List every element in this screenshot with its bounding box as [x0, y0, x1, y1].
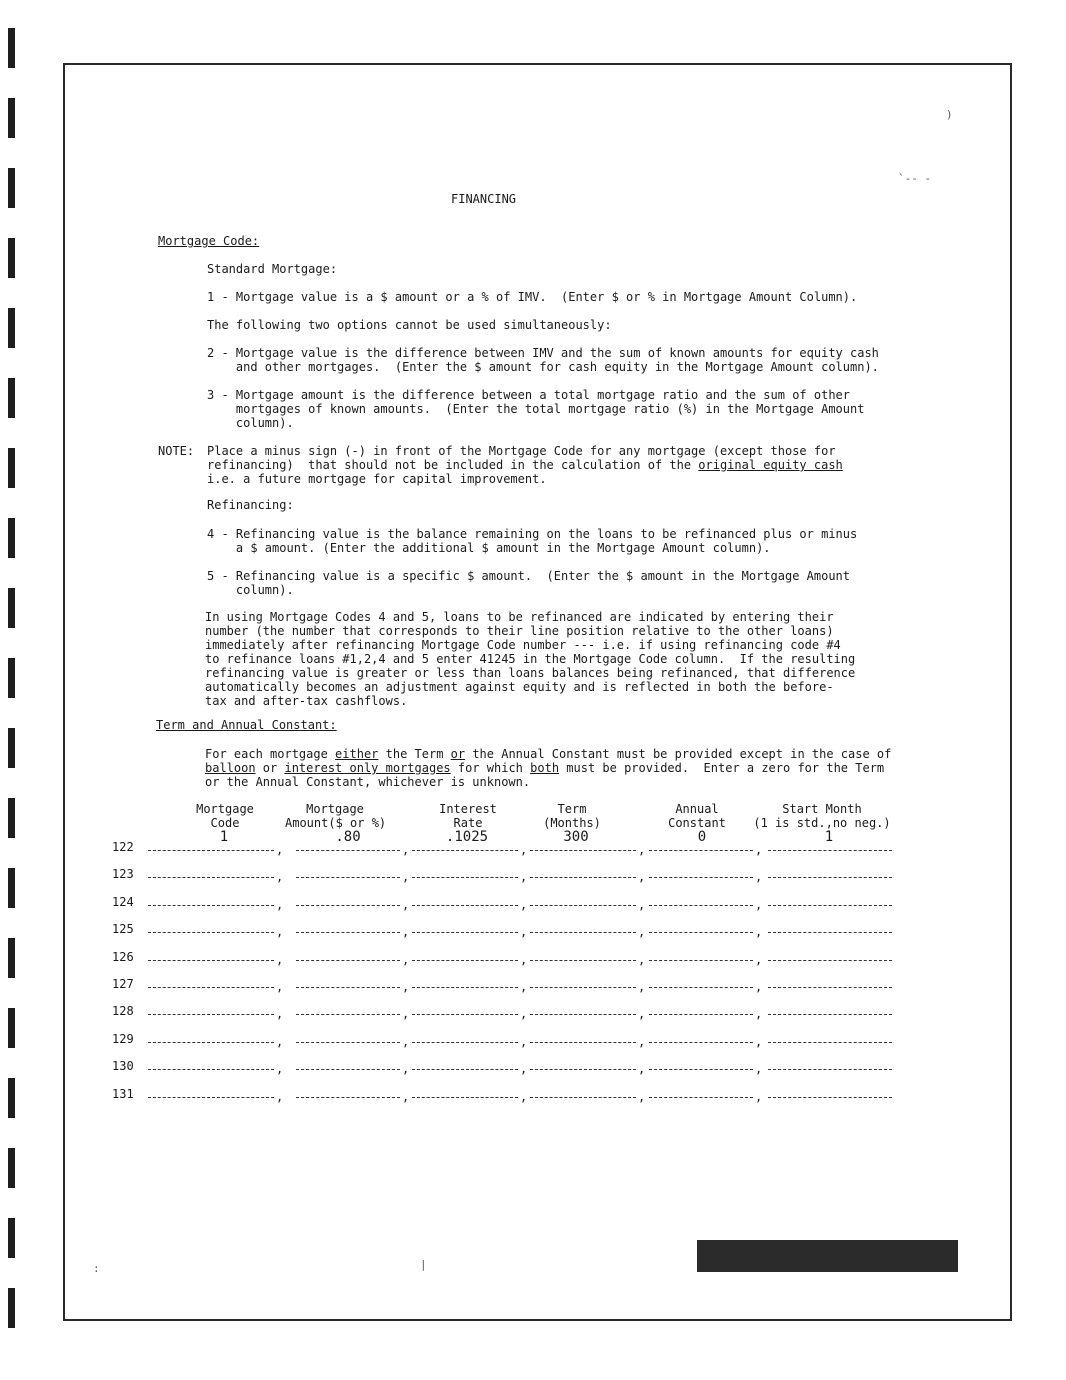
field-separator: ,	[276, 980, 284, 994]
scan-mark: :	[93, 1262, 100, 1275]
entry-blank[interactable]	[649, 1069, 753, 1070]
entry-blank[interactable]	[649, 1097, 753, 1098]
field-separator: ,	[638, 843, 646, 857]
term-line-2	[205, 761, 884, 775]
field-separator: ,	[402, 898, 410, 912]
binding-hole	[8, 1148, 15, 1188]
field-separator: ,	[520, 953, 528, 967]
entry-blank[interactable]	[530, 1014, 636, 1015]
standard-mortgage-label: Standard Mortgage:	[207, 262, 338, 276]
field-separator: ,	[276, 843, 284, 857]
column-header-mortgage-amount	[285, 802, 385, 830]
binding-hole	[8, 518, 15, 558]
entry-blank[interactable]	[296, 1069, 400, 1070]
code-5-line-2: column).	[207, 583, 294, 597]
row-number: 131	[112, 1087, 134, 1101]
entry-blank[interactable]	[649, 850, 753, 851]
binding-hole	[8, 448, 15, 488]
entry-blank[interactable]	[530, 987, 636, 988]
code-4-line-1: 4 - Refinancing value is the balance remaining on the loans to be refinanced plus or minus	[207, 527, 858, 541]
entry-blank[interactable]	[768, 932, 892, 933]
entry-blank[interactable]	[296, 987, 400, 988]
field-separator: ,	[755, 1090, 763, 1104]
field-separator: ,	[520, 1062, 528, 1076]
entered-value: 300	[563, 829, 589, 845]
scan-mark: )	[946, 108, 953, 121]
binding-hole	[8, 308, 15, 348]
redaction-bar	[697, 1240, 958, 1272]
entry-blank[interactable]	[412, 877, 518, 878]
header-line: Amount($ or %)	[285, 816, 387, 830]
binding-hole	[8, 1078, 15, 1118]
both-term: both	[530, 761, 560, 775]
code-3-line-2: mortgages of known amounts. (Enter the total mortgage ratio (%) in the Mortgage Amount	[207, 402, 865, 416]
field-separator: ,	[276, 870, 284, 884]
binding-hole	[8, 168, 15, 208]
field-separator: ,	[638, 980, 646, 994]
field-separator: ,	[276, 898, 284, 912]
entry-blank[interactable]	[768, 960, 892, 961]
refinancing-label: Refinancing:	[207, 498, 294, 512]
header-line: Interest	[439, 802, 497, 816]
entry-blank[interactable]	[768, 905, 892, 906]
note-label: NOTE:	[158, 444, 195, 458]
refinance-paragraph-line: tax and after-tax cashflows.	[205, 694, 408, 708]
entry-blank[interactable]	[530, 850, 636, 851]
field-separator: ,	[755, 925, 763, 939]
entry-blank[interactable]	[148, 1014, 274, 1015]
entry-blank[interactable]	[412, 850, 518, 851]
field-separator: ,	[402, 1035, 410, 1049]
row-number: 125	[112, 922, 134, 936]
term-text: must be provided. Enter a zero for the Term	[559, 761, 885, 775]
column-header-mortgage-code	[180, 802, 270, 830]
entry-blank[interactable]	[768, 877, 892, 878]
header-line: Start Month	[782, 802, 862, 816]
term-line-1	[205, 747, 891, 761]
term-text: the Term	[378, 747, 451, 761]
refinance-paragraph-line: immediately after refinancing Mortgage Code number --- i.e. if using refinancing code #4	[205, 638, 841, 652]
field-separator: ,	[402, 1062, 410, 1076]
entry-blank[interactable]	[649, 987, 753, 988]
field-separator: ,	[520, 898, 528, 912]
entry-blank[interactable]	[412, 960, 518, 961]
term-text: for which	[450, 761, 531, 775]
note-line-1: Place a minus sign (-) in front of the Mortgage Code for any mortgage (except those for	[207, 444, 836, 458]
field-separator: ,	[638, 1062, 646, 1076]
row-number: 128	[112, 1004, 134, 1018]
field-separator: ,	[276, 1007, 284, 1021]
entry-blank[interactable]	[148, 850, 274, 851]
field-separator: ,	[276, 1090, 284, 1104]
field-separator: ,	[520, 1007, 528, 1021]
field-separator: ,	[638, 1035, 646, 1049]
balloon-term: balloon	[205, 761, 256, 775]
entry-blank[interactable]	[296, 960, 400, 961]
entry-blank[interactable]	[768, 1042, 892, 1043]
field-separator: ,	[276, 953, 284, 967]
column-header-interest-rate	[418, 802, 518, 830]
code-2-line-2: and other mortgages. (Enter the $ amount for cash equity in the Mortgage Amount column).	[207, 360, 879, 374]
entry-blank[interactable]	[530, 905, 636, 906]
entry-blank[interactable]	[148, 877, 274, 878]
row-number: 130	[112, 1059, 134, 1073]
field-separator: ,	[638, 1007, 646, 1021]
row-number: 129	[112, 1032, 134, 1046]
field-separator: ,	[402, 1090, 410, 1104]
interest-only-term: interest only mortgages	[284, 761, 451, 775]
entry-blank[interactable]	[412, 1097, 518, 1098]
entry-blank[interactable]	[530, 932, 636, 933]
mortgage-code-heading: Mortgage Code:	[158, 234, 260, 248]
entry-blank[interactable]	[296, 877, 400, 878]
entry-blank[interactable]	[649, 1014, 753, 1015]
entry-blank[interactable]	[649, 960, 753, 961]
entry-blank[interactable]	[768, 1097, 892, 1098]
entry-blank[interactable]	[768, 850, 892, 851]
entered-value: .1025	[445, 829, 489, 845]
header-line: (Months)	[543, 816, 601, 830]
field-separator: ,	[402, 953, 410, 967]
row-number: 123	[112, 867, 134, 881]
note-line-2	[207, 458, 843, 472]
binding-hole	[8, 28, 15, 68]
row-number: 122	[112, 840, 134, 854]
refinance-paragraph-line: automatically becomes an adjustment against equity and is reflected in both the before-	[205, 680, 834, 694]
entry-blank[interactable]	[412, 1042, 518, 1043]
entered-value: .80	[335, 829, 361, 845]
entry-blank[interactable]	[530, 877, 636, 878]
field-separator: ,	[402, 843, 410, 857]
scan-mark: |	[420, 1258, 427, 1271]
field-separator: ,	[755, 843, 763, 857]
entry-blank[interactable]	[296, 905, 400, 906]
field-separator: ,	[755, 1035, 763, 1049]
binding-hole	[8, 1288, 15, 1328]
code-2-line-1: 2 - Mortgage value is the difference between IMV and the sum of known amounts for equity cash	[207, 346, 879, 360]
row-number: 126	[112, 950, 134, 964]
entry-blank[interactable]	[296, 850, 400, 851]
entered-value: 0	[697, 829, 707, 845]
options-note: The following two options cannot be used simultaneously:	[207, 318, 612, 332]
note-line-2-text: refinancing) that should not be included in the calculation of the	[207, 458, 699, 472]
field-separator: ,	[638, 898, 646, 912]
field-separator: ,	[402, 980, 410, 994]
row-number: 127	[112, 977, 134, 991]
entry-blank[interactable]	[148, 905, 274, 906]
field-separator: ,	[520, 980, 528, 994]
term-line-3: or the Annual Constant, whichever is unknown.	[205, 775, 531, 789]
field-separator: ,	[638, 870, 646, 884]
refinance-paragraph-line: number (the number that corresponds to their line position relative to the other loans)	[205, 624, 834, 638]
field-separator: ,	[276, 925, 284, 939]
field-separator: ,	[755, 980, 763, 994]
binding-holes	[0, 0, 20, 1380]
field-separator: ,	[520, 870, 528, 884]
binding-hole	[8, 378, 15, 418]
header-line: Mortgage	[306, 802, 364, 816]
page-title: FINANCING	[451, 192, 517, 206]
entry-blank[interactable]	[148, 987, 274, 988]
code-1-text: 1 - Mortgage value is a $ amount or a % of IMV. (Enter $ or % in Mortgage Amount Column).	[207, 290, 858, 304]
field-separator: ,	[755, 1062, 763, 1076]
binding-hole	[8, 658, 15, 698]
field-separator: ,	[276, 1035, 284, 1049]
entry-blank[interactable]	[148, 1069, 274, 1070]
entry-blank[interactable]	[649, 905, 753, 906]
field-separator: ,	[276, 1062, 284, 1076]
binding-hole	[8, 238, 15, 278]
header-line: (1 is std.,no neg.)	[753, 816, 891, 830]
binding-hole	[8, 1218, 15, 1258]
binding-hole	[8, 798, 15, 838]
entry-blank[interactable]	[296, 1042, 400, 1043]
entry-blank[interactable]	[148, 1097, 274, 1098]
field-separator: ,	[520, 925, 528, 939]
binding-hole	[8, 588, 15, 628]
entered-value: 1	[219, 829, 229, 845]
entry-blank[interactable]	[768, 1069, 892, 1070]
entry-blank[interactable]	[296, 932, 400, 933]
header-line: Annual	[675, 802, 719, 816]
entry-blank[interactable]	[412, 932, 518, 933]
note-line-3: i.e. a future mortgage for capital improvement.	[207, 472, 547, 486]
column-header-start-month	[752, 802, 892, 830]
term-text: For each mortgage	[205, 747, 336, 761]
refinance-paragraph-line: refinancing value is greater or less than loans balances being refinanced, that difference	[205, 666, 856, 680]
entry-blank[interactable]	[530, 1069, 636, 1070]
refinance-paragraph-line: In using Mortgage Codes 4 and 5, loans to be refinanced are indicated by entering their	[205, 610, 834, 624]
code-3-line-1: 3 - Mortgage amount is the difference between a total mortgage ratio and the sum of other	[207, 388, 850, 402]
entry-blank[interactable]	[768, 1014, 892, 1015]
binding-hole	[8, 938, 15, 978]
entered-value: 1	[824, 829, 834, 845]
term-heading: Term and Annual Constant:	[156, 718, 337, 732]
entry-blank[interactable]	[148, 960, 274, 961]
header-line: Rate	[453, 816, 483, 830]
entry-blank[interactable]	[412, 987, 518, 988]
field-separator: ,	[755, 953, 763, 967]
entry-blank[interactable]	[412, 1069, 518, 1070]
entry-blank[interactable]	[530, 1097, 636, 1098]
entry-blank[interactable]	[412, 905, 518, 906]
field-separator: ,	[520, 1035, 528, 1049]
header-line: Term	[557, 802, 587, 816]
row-number: 124	[112, 895, 134, 909]
header-line: Code	[210, 816, 240, 830]
code-4-line-2: a $ amount. (Enter the additional $ amount in the Mortgage Amount column).	[207, 541, 771, 555]
entry-blank[interactable]	[530, 960, 636, 961]
field-separator: ,	[520, 1090, 528, 1104]
binding-hole	[8, 868, 15, 908]
code-5-line-1: 5 - Refinancing value is a specific $ amount. (Enter the $ amount in the Mortgage Amount	[207, 569, 850, 583]
entry-blank[interactable]	[148, 1042, 274, 1043]
either-term: either	[335, 747, 379, 761]
term-text: the Annual Constant must be provided except in the case of	[465, 747, 892, 761]
binding-hole	[8, 98, 15, 138]
field-separator: ,	[638, 1090, 646, 1104]
binding-hole	[8, 728, 15, 768]
entry-blank[interactable]	[412, 1014, 518, 1015]
field-separator: ,	[402, 1007, 410, 1021]
or-term: or	[450, 747, 466, 761]
entry-blank[interactable]	[530, 1042, 636, 1043]
entry-blank[interactable]	[148, 932, 274, 933]
field-separator: ,	[755, 898, 763, 912]
scan-mark: `-- -	[898, 172, 932, 185]
entry-blank[interactable]	[296, 1014, 400, 1015]
entry-blank[interactable]	[649, 877, 753, 878]
field-separator: ,	[402, 870, 410, 884]
entry-blank[interactable]	[296, 1097, 400, 1098]
header-line: Constant	[668, 816, 726, 830]
header-line: Mortgage	[196, 802, 254, 816]
field-separator: ,	[755, 870, 763, 884]
entry-blank[interactable]	[649, 1042, 753, 1043]
binding-hole	[8, 1008, 15, 1048]
code-3-line-3: column).	[207, 416, 294, 430]
column-header-annual-constant	[652, 802, 742, 830]
field-separator: ,	[402, 925, 410, 939]
field-separator: ,	[755, 1007, 763, 1021]
original-equity-cash-term: original equity cash	[698, 458, 843, 472]
field-separator: ,	[638, 925, 646, 939]
refinance-paragraph-line: to refinance loans #1,2,4 and 5 enter 41245 in the Mortgage Code column. If the resulting	[205, 652, 856, 666]
field-separator: ,	[520, 843, 528, 857]
term-text: or	[255, 761, 285, 775]
entry-blank[interactable]	[768, 987, 892, 988]
field-separator: ,	[638, 953, 646, 967]
column-header-term	[532, 802, 612, 830]
entry-blank[interactable]	[649, 932, 753, 933]
